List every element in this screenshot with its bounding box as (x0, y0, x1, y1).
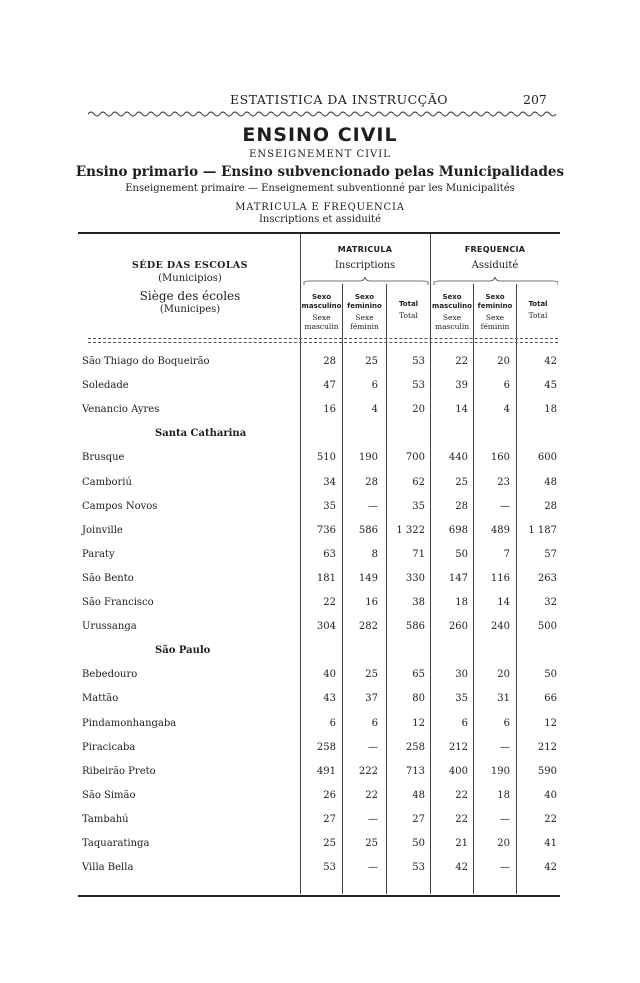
table-cell: 71 (412, 549, 425, 560)
section-label: São Paulo (155, 645, 211, 656)
table-cell: 12 (412, 718, 425, 729)
table-cell: 40 (544, 790, 557, 801)
table-cell: 53 (412, 380, 425, 391)
table-cell: 190 (358, 452, 378, 463)
table-cell: 14 (497, 597, 510, 608)
table-cell: 258 (316, 742, 336, 753)
table-cell: 713 (405, 766, 425, 777)
column-header-label: Sexo masculino (432, 293, 472, 310)
table-cell: 212 (537, 742, 557, 753)
table-cell: 25 (365, 669, 378, 680)
table-cell: 63 (323, 549, 336, 560)
group-title-frequencia: FREQUENCIA (464, 245, 526, 254)
table-cell: 38 (412, 597, 425, 608)
table-row (0, 501, 640, 517)
main-heading-fr: ENSEIGNEMENT CIVIL (249, 149, 391, 160)
table-cell: — (368, 862, 378, 873)
section-heading-fr: Enseignement primaire — Enseignement subventionné par les Municipalités (125, 183, 515, 194)
table-cell: 181 (316, 573, 336, 584)
column-header-label: Total (528, 300, 548, 308)
row-label: Pindamonhangaba (82, 718, 177, 729)
table-cell: 47 (323, 380, 336, 391)
row-label: Villa Bella (82, 862, 134, 873)
table-cell: 20 (412, 404, 425, 415)
table-cell: 8 (371, 549, 378, 560)
table-row (0, 573, 640, 589)
table-row (0, 525, 640, 541)
table-cell: 304 (316, 621, 336, 632)
column-header-label-fr: Sexe masculin (434, 313, 470, 331)
row-label: São Thiago do Boqueirão (82, 356, 210, 367)
table-cell: 258 (405, 742, 425, 753)
page-number: 207 (523, 92, 547, 107)
table-cell: 20 (497, 838, 510, 849)
table-cell: 62 (412, 477, 425, 488)
table-cell: 43 (323, 693, 336, 704)
table-cell: 45 (544, 380, 557, 391)
table-row (0, 790, 640, 806)
row-label: Piracicaba (82, 742, 136, 753)
table-row (0, 380, 640, 396)
table-cell: 590 (537, 766, 557, 777)
table-cell: 586 (358, 525, 378, 536)
subsection-heading-fr: Inscriptions et assiduité (258, 214, 381, 225)
column-header (474, 293, 516, 331)
table-cell: 440 (448, 452, 468, 463)
table-cell: 149 (358, 573, 378, 584)
table-cell: 22 (455, 814, 468, 825)
table-cell: 18 (544, 404, 557, 415)
group-braces (302, 274, 558, 286)
table-cell: 116 (490, 573, 510, 584)
table-cell: 212 (448, 742, 468, 753)
column-header-label-fr: Sexe masculin (304, 313, 339, 331)
table-cell: 16 (365, 597, 378, 608)
table-top-rule (78, 232, 560, 234)
table-cell: 330 (405, 573, 425, 584)
table-cell: 600 (537, 452, 557, 463)
table-row (0, 742, 640, 758)
row-label: Ribeirão Preto (82, 766, 156, 777)
table-cell: 26 (323, 790, 336, 801)
stub-title-fr: Siège des écoles (139, 289, 241, 303)
table-cell: 22 (365, 790, 378, 801)
row-label: São Simão (82, 790, 136, 801)
table-cell: 1 322 (396, 525, 425, 536)
table-row (0, 718, 640, 734)
table-cell: 35 (323, 501, 336, 512)
row-label: Bebedouro (82, 669, 138, 680)
table-cell: 240 (490, 621, 510, 632)
table-bottom-rule (78, 895, 560, 897)
section-heading: Ensino primario — Ensino subvencionado pelas Municipalidades (75, 164, 565, 180)
table-cell: 4 (503, 404, 510, 415)
table-cell: 147 (448, 573, 468, 584)
group-title-matricula-fr: Inscriptions (334, 260, 396, 271)
table-cell: 20 (497, 356, 510, 367)
row-label: Taquaratinga (82, 838, 150, 849)
table-cell: 16 (323, 404, 336, 415)
table-cell: 400 (448, 766, 468, 777)
table-cell: 65 (412, 669, 425, 680)
column-header-label: Sexo masculino (301, 293, 342, 310)
header-divider (88, 338, 558, 339)
table-cell: — (500, 742, 510, 753)
row-label: Venancio Ayres (82, 404, 160, 415)
table-cell: 57 (544, 549, 557, 560)
table-cell: 27 (323, 814, 336, 825)
table-cell: 222 (358, 766, 378, 777)
table-cell: 66 (544, 693, 557, 704)
table-cell: — (368, 814, 378, 825)
table-row (0, 862, 640, 878)
table-row (0, 477, 640, 493)
table-cell: 6 (371, 380, 378, 391)
table-cell: 35 (455, 693, 468, 704)
table-cell: 48 (412, 790, 425, 801)
table-cell: 586 (405, 621, 425, 632)
table-row (0, 669, 640, 685)
table-row (0, 549, 640, 565)
table-cell: 263 (537, 573, 557, 584)
table-cell: 53 (323, 862, 336, 873)
column-header-label-fr: Sexe féminin (350, 313, 379, 331)
table-row (0, 693, 640, 709)
section-row (0, 645, 640, 661)
table-cell: 25 (455, 477, 468, 488)
table-cell: 22 (455, 790, 468, 801)
subsection-heading: MATRICULA E FREQUENCIA (235, 202, 405, 213)
table-cell: 39 (455, 380, 468, 391)
table-cell: 50 (544, 669, 557, 680)
table-cell: 160 (490, 452, 510, 463)
table-cell: 28 (455, 501, 468, 512)
table-cell: 18 (497, 790, 510, 801)
row-label: São Bento (82, 573, 134, 584)
table-row (0, 452, 640, 468)
table-cell: 6 (461, 718, 468, 729)
table-cell: 28 (544, 501, 557, 512)
running-header (0, 92, 640, 112)
column-header-label: Total (398, 300, 419, 308)
table-cell: — (500, 501, 510, 512)
table-cell: 48 (544, 477, 557, 488)
table-cell: 42 (455, 862, 468, 873)
table-cell: 190 (490, 766, 510, 777)
table-cell: 1 187 (528, 525, 557, 536)
column-header-label: Sexo feminino (347, 293, 382, 310)
row-label: Tambahú (82, 814, 129, 825)
column-header (301, 293, 342, 331)
stub-title: SÉDE DAS ESCOLAS (132, 260, 248, 271)
table-row (0, 404, 640, 420)
table-cell: 80 (412, 693, 425, 704)
column-header (387, 300, 430, 320)
table-row (0, 597, 640, 613)
column-header-label-fr: Total (528, 311, 548, 320)
running-title: ESTATISTICA DA INSTRUCÇÃO (230, 92, 449, 107)
table-cell: 7 (503, 549, 510, 560)
table-cell: 40 (323, 669, 336, 680)
table-cell: 50 (455, 549, 468, 560)
table-cell: 18 (455, 597, 468, 608)
column-header-label-fr: Total (399, 311, 418, 320)
table-cell: 20 (497, 669, 510, 680)
table-cell: 736 (316, 525, 336, 536)
stub-title-fr-note: (Municipes) (159, 304, 221, 315)
table-cell: 260 (448, 621, 468, 632)
table-cell: — (368, 742, 378, 753)
table-row (0, 838, 640, 854)
table-cell: 489 (490, 525, 510, 536)
table-cell: 12 (544, 718, 557, 729)
row-label: Brusque (82, 452, 125, 463)
table-cell: 28 (323, 356, 336, 367)
table-cell: 698 (448, 525, 468, 536)
table-cell: 6 (329, 718, 336, 729)
table-cell: 41 (544, 838, 557, 849)
column-header (431, 293, 473, 331)
table-cell: 25 (323, 838, 336, 849)
section-label: Santa Catharina (155, 428, 247, 439)
table-cell: 22 (544, 814, 557, 825)
table-cell: 22 (455, 356, 468, 367)
column-header-label-fr: Sexe féminin (480, 313, 510, 331)
table-row (0, 621, 640, 637)
group-title-frequencia-fr: Assiduité (471, 260, 519, 271)
table-cell: 27 (412, 814, 425, 825)
column-header (517, 300, 559, 320)
group-title-matricula: MATRICULA (337, 245, 393, 254)
main-heading: ENSINO CIVIL (242, 124, 398, 146)
table-cell: — (500, 862, 510, 873)
table-cell: 25 (365, 838, 378, 849)
table-cell: 42 (544, 356, 557, 367)
column-header (343, 293, 386, 331)
table-cell: 22 (323, 597, 336, 608)
table-cell: 510 (316, 452, 336, 463)
table-cell: 53 (412, 862, 425, 873)
section-row (0, 428, 640, 444)
table-cell: — (500, 814, 510, 825)
row-label: Paraty (82, 549, 115, 560)
row-label: Joinville (82, 525, 123, 536)
stub-title-note: (Municipios) (158, 273, 222, 284)
table-row (0, 766, 640, 782)
table-cell: 28 (365, 477, 378, 488)
table-cell: 23 (497, 477, 510, 488)
table-cell: 500 (537, 621, 557, 632)
table-cell: 53 (412, 356, 425, 367)
table-cell: 50 (412, 838, 425, 849)
table-cell: 34 (323, 477, 336, 488)
row-label: Urussanga (82, 621, 137, 632)
table-cell: 6 (503, 718, 510, 729)
table-cell: 700 (405, 452, 425, 463)
table-cell: 30 (455, 669, 468, 680)
table-cell: 25 (365, 356, 378, 367)
row-label: Mattão (82, 693, 119, 704)
wavy-rule (88, 110, 558, 118)
table-cell: 31 (497, 693, 510, 704)
table-cell: — (368, 501, 378, 512)
table-cell: 21 (455, 838, 468, 849)
table-row (0, 356, 640, 372)
table-cell: 14 (455, 404, 468, 415)
row-label: Soledade (82, 380, 129, 391)
table-cell: 6 (371, 718, 378, 729)
table-cell: 37 (365, 693, 378, 704)
header-divider (88, 342, 558, 343)
row-label: Camboriú (82, 477, 132, 488)
table-cell: 35 (412, 501, 425, 512)
column-header-label: Sexo feminino (477, 293, 513, 310)
row-label: Campos Novos (82, 501, 158, 512)
row-label: São Francisco (82, 597, 154, 608)
table-cell: 282 (358, 621, 378, 632)
table-cell: 42 (544, 862, 557, 873)
table-cell: 32 (544, 597, 557, 608)
table-cell: 4 (371, 404, 378, 415)
table-cell: 491 (316, 766, 336, 777)
table-cell: 6 (503, 380, 510, 391)
table-row (0, 814, 640, 830)
